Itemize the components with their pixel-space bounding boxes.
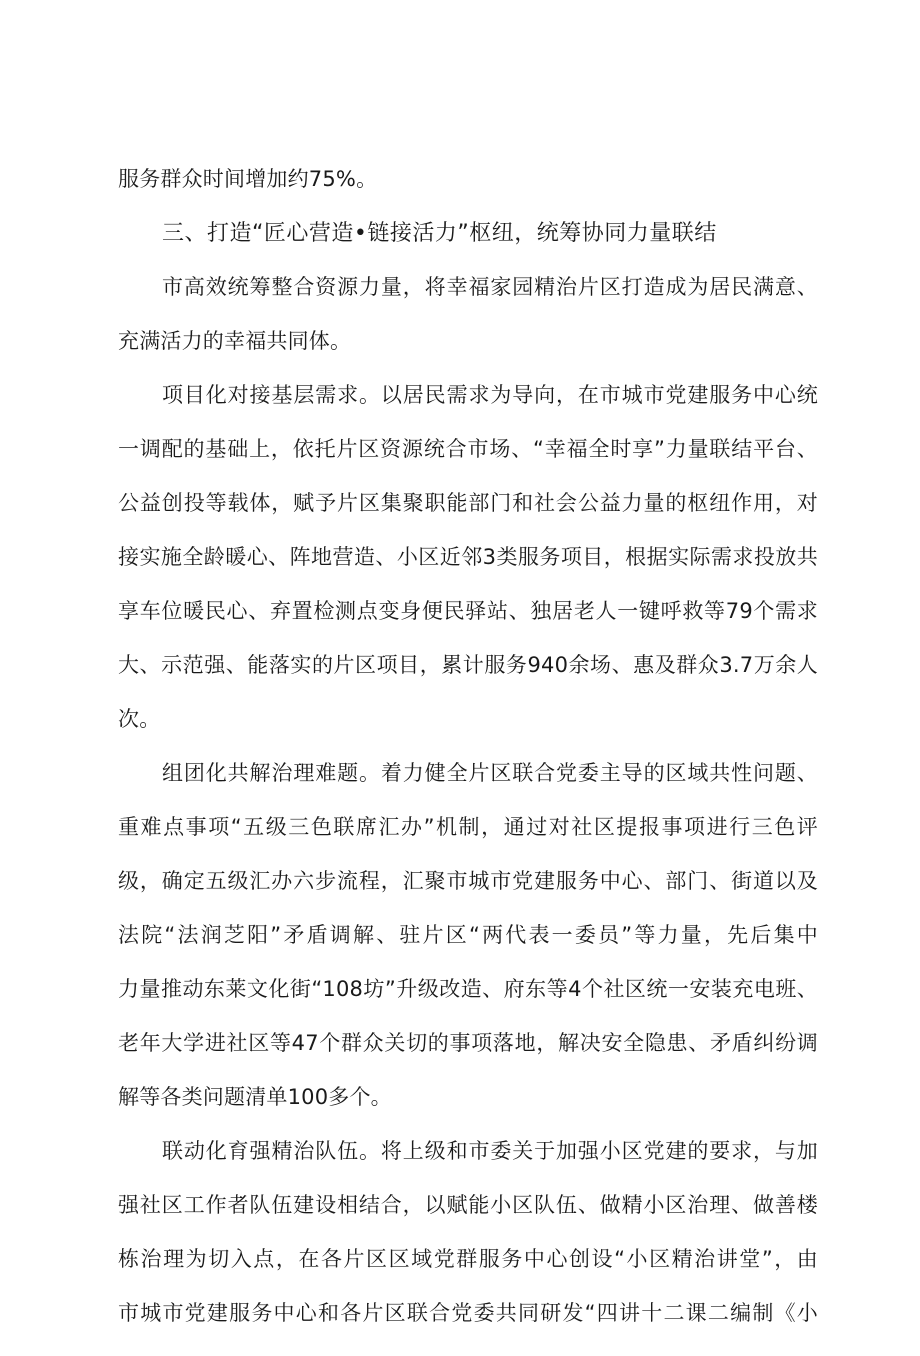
paragraph-line: 力量推动东莱文化街“108坊”升级改造、府东等4个社区统一安装充电班、	[118, 978, 818, 1001]
paragraph-line: 栋治理为切入点，在各片区区域党群服务中心创设“小区精治讲堂”，由	[118, 1248, 818, 1271]
paragraph-line: 充满活力的幸福共同体。	[118, 329, 352, 353]
paragraph-line: 市城市党建服务中心和各片区联合党委共同研发“四讲十二课二编制《小	[118, 1302, 818, 1325]
paragraph-line: 享车位暖民心、弃置检测点变身便民驿站、独居老人一键呼救等79个需求	[118, 600, 818, 623]
paragraph-line: 解等各类问题清单100多个。	[118, 1085, 392, 1109]
paragraph-line: 服务群众时间增加约75%。	[118, 167, 378, 191]
paragraph-line: 老年大学进社区等47个群众关切的事项落地，解决安全隐患、矛盾纠纷调	[118, 1032, 818, 1055]
paragraph-line: 级，确定五级汇办六步流程，汇聚市城市党建服务中心、部门、街道以及	[118, 870, 818, 893]
paragraph-line: 公益创投等载体，赋予片区集聚职能部门和社会公益力量的枢纽作用，对	[118, 492, 818, 515]
paragraph-line: 市高效统筹整合资源力量，将幸福家园精治片区打造成为居民满意、	[162, 276, 818, 299]
paragraph-line: 法院“法润芝阳”矛盾调解、驻片区“两代表一委员”等力量，先后集中	[118, 924, 818, 947]
paragraph-line: 联动化育强精治队伍。将上级和市委关于加强小区党建的要求，与加	[162, 1140, 818, 1163]
paragraph-line: 一调配的基础上，依托片区资源统合市场、“幸福全时享”力量联结平台、	[118, 438, 818, 461]
paragraph-line: 重难点事项“五级三色联席汇办”机制，通过对社区提报事项进行三色评	[118, 816, 818, 839]
section-heading: 三、打造“匠心营造•链接活力”枢纽，统筹协同力量联结	[162, 221, 717, 246]
paragraph-line: 强社区工作者队伍建设相结合，以赋能小区队伍、做精小区治理、做善楼	[118, 1194, 818, 1217]
paragraph-line: 项目化对接基层需求。以居民需求为导向，在市城市党建服务中心统	[162, 384, 818, 407]
paragraph-line: 次。	[118, 707, 161, 731]
paragraph-line: 大、示范强、能落实的片区项目，累计服务940余场、惠及群众3.7万余人	[118, 654, 818, 677]
document-body	[118, 168, 818, 1356]
paragraph-line: 组团化共解治理难题。着力健全片区联合党委主导的区域共性问题、	[162, 762, 818, 785]
paragraph-line: 接实施全龄暖心、阵地营造、小区近邻3类服务项目，根据实际需求投放共	[118, 546, 818, 569]
